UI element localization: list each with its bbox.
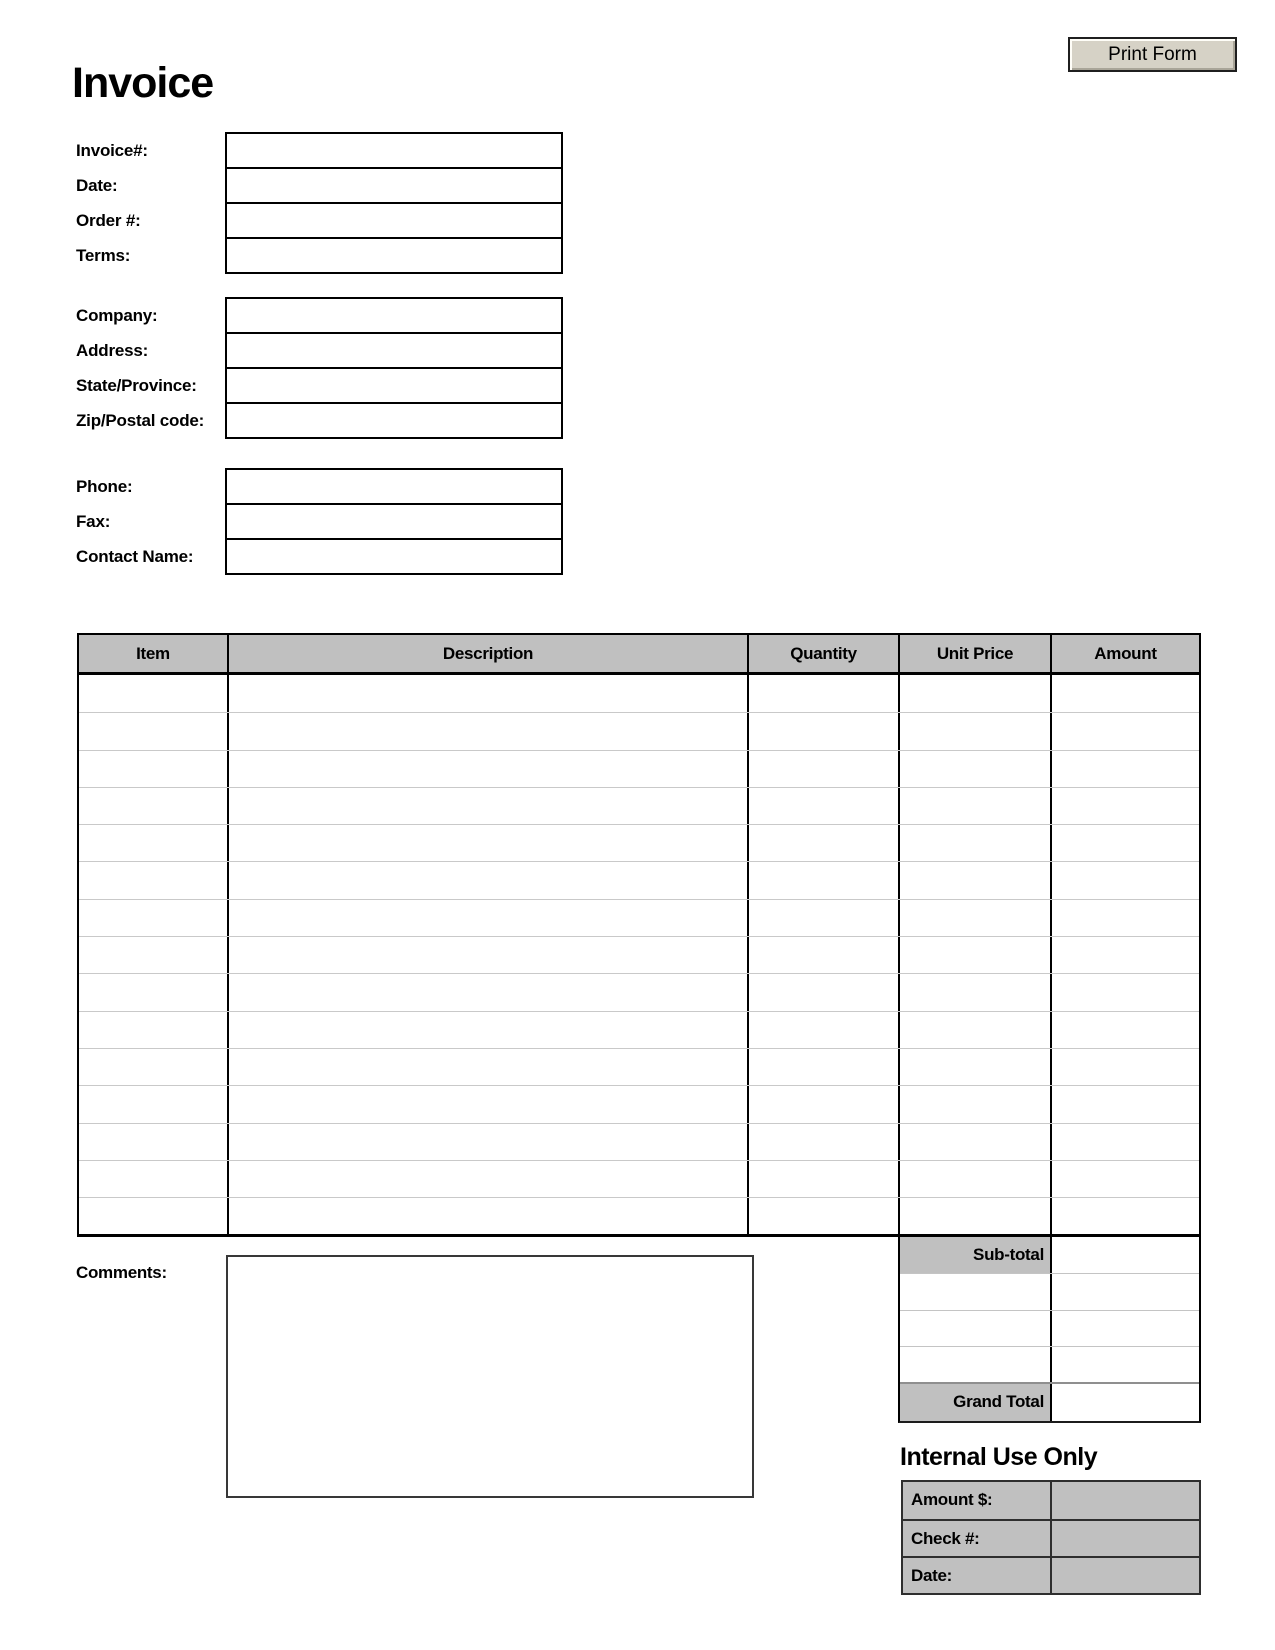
cell-unit-price[interactable] xyxy=(898,974,1050,1010)
field-row-contact-name xyxy=(76,538,563,575)
cell-description[interactable] xyxy=(227,1086,747,1122)
field-row-terms xyxy=(76,237,563,274)
cell-description[interactable] xyxy=(227,1198,747,1234)
cell-item[interactable] xyxy=(79,825,227,861)
cell-description[interactable] xyxy=(227,1012,747,1048)
cell-unit-price[interactable] xyxy=(898,900,1050,936)
field-row-zip-postal-code xyxy=(76,402,563,439)
column-header-amount: Amount xyxy=(1050,635,1199,672)
item-row xyxy=(79,936,1199,973)
comments-input[interactable] xyxy=(226,1255,754,1498)
internal-use-heading: Internal Use Only xyxy=(900,1443,1098,1471)
field-input-fax[interactable] xyxy=(225,503,563,540)
field-input-contact-name[interactable] xyxy=(225,538,563,575)
field-input-invoice[interactable] xyxy=(225,132,563,169)
sub-total-label: Sub-total xyxy=(900,1237,1052,1273)
sub-total-row xyxy=(900,1237,1199,1274)
cell-unit-price[interactable] xyxy=(898,1198,1050,1234)
column-header-description: Description xyxy=(227,635,747,672)
cell-unit-price[interactable] xyxy=(898,1124,1050,1160)
cell-item[interactable] xyxy=(79,1124,227,1160)
internal-use-table xyxy=(901,1480,1201,1595)
totals-empty-row xyxy=(900,1347,1199,1384)
company-info-fields xyxy=(76,297,563,439)
cell-amount[interactable] xyxy=(1050,713,1199,749)
cell-quantity[interactable] xyxy=(747,788,898,824)
cell-item[interactable] xyxy=(79,937,227,973)
totals-empty-row xyxy=(900,1311,1199,1348)
item-row xyxy=(79,787,1199,824)
internal-label-check: Check #: xyxy=(903,1521,1052,1556)
column-header-unit-price: Unit Price xyxy=(898,635,1050,672)
cell-unit-price[interactable] xyxy=(898,825,1050,861)
item-row xyxy=(79,750,1199,787)
items-table-body xyxy=(79,675,1199,1234)
field-row-state-province xyxy=(76,367,563,404)
items-table-header xyxy=(79,635,1199,675)
cell-item[interactable] xyxy=(79,788,227,824)
internal-row-check xyxy=(903,1519,1199,1556)
cell-item[interactable] xyxy=(79,862,227,898)
cell-description[interactable] xyxy=(227,1124,747,1160)
cell-unit-price[interactable] xyxy=(898,1049,1050,1085)
field-label-address: Address: xyxy=(76,341,149,360)
item-row xyxy=(79,712,1199,749)
cell-description[interactable] xyxy=(227,937,747,973)
field-row-company xyxy=(76,297,563,334)
cell-amount[interactable] xyxy=(1050,862,1199,898)
cell-unit-price[interactable] xyxy=(898,937,1050,973)
field-input-order[interactable] xyxy=(225,202,563,239)
cell-description[interactable] xyxy=(227,900,747,936)
comments-label: Comments: xyxy=(76,1263,167,1282)
field-row-date xyxy=(76,167,563,204)
items-table xyxy=(77,633,1201,1237)
field-label-company: Company: xyxy=(76,306,158,325)
cell-description[interactable] xyxy=(227,751,747,787)
field-row-invoice xyxy=(76,132,563,169)
cell-amount[interactable] xyxy=(1050,1049,1199,1085)
cell-unit-price[interactable] xyxy=(898,751,1050,787)
grand-total-value[interactable] xyxy=(1052,1384,1199,1421)
cell-amount[interactable] xyxy=(1050,1198,1199,1234)
cell-quantity[interactable] xyxy=(747,751,898,787)
cell-unit-price[interactable] xyxy=(898,713,1050,749)
field-row-phone xyxy=(76,468,563,505)
totals-section xyxy=(898,1237,1201,1423)
item-row xyxy=(79,1197,1199,1234)
cell-description[interactable] xyxy=(227,825,747,861)
cell-unit-price[interactable] xyxy=(898,788,1050,824)
item-row xyxy=(79,973,1199,1010)
cell-quantity[interactable] xyxy=(747,1012,898,1048)
field-label-phone: Phone: xyxy=(76,477,133,496)
page-title: Invoice xyxy=(72,59,214,107)
item-row xyxy=(79,1048,1199,1085)
item-row xyxy=(79,1085,1199,1122)
cell-amount[interactable] xyxy=(1050,1161,1199,1197)
cell-quantity[interactable] xyxy=(747,675,898,712)
cell-quantity[interactable] xyxy=(747,1124,898,1160)
internal-value-date[interactable] xyxy=(1052,1558,1199,1593)
field-label-state-province: State/Province: xyxy=(76,376,197,395)
cell-unit-price[interactable] xyxy=(898,1161,1050,1197)
totals-empty-value[interactable] xyxy=(1052,1311,1199,1347)
cell-amount[interactable] xyxy=(1050,900,1199,936)
print-form-button[interactable] xyxy=(1068,37,1237,72)
field-input-company[interactable] xyxy=(225,297,563,334)
cell-quantity[interactable] xyxy=(747,900,898,936)
cell-item[interactable] xyxy=(79,1012,227,1048)
field-label-zip-postal-code: Zip/Postal code: xyxy=(76,411,205,430)
cell-description[interactable] xyxy=(227,974,747,1010)
cell-amount[interactable] xyxy=(1050,1086,1199,1122)
grand-total-label: Grand Total xyxy=(900,1384,1052,1421)
cell-amount[interactable] xyxy=(1050,751,1199,787)
cell-item[interactable] xyxy=(79,900,227,936)
field-input-phone[interactable] xyxy=(225,468,563,505)
field-row-fax xyxy=(76,503,563,540)
field-label-fax: Fax: xyxy=(76,512,111,531)
item-row xyxy=(79,899,1199,936)
field-input-terms[interactable] xyxy=(225,237,563,274)
item-row xyxy=(79,1011,1199,1048)
totals-empty-row xyxy=(900,1274,1199,1311)
field-input-zip-postal-code[interactable] xyxy=(225,402,563,439)
cell-amount[interactable] xyxy=(1050,825,1199,861)
cell-description[interactable] xyxy=(227,675,747,712)
grand-total-row xyxy=(900,1384,1199,1421)
invoice-info-fields xyxy=(76,132,563,274)
cell-item[interactable] xyxy=(79,1198,227,1234)
cell-amount[interactable] xyxy=(1050,937,1199,973)
cell-description[interactable] xyxy=(227,862,747,898)
cell-description[interactable] xyxy=(227,1049,747,1085)
internal-value-check[interactable] xyxy=(1052,1521,1199,1556)
cell-amount[interactable] xyxy=(1050,1124,1199,1160)
cell-quantity[interactable] xyxy=(747,862,898,898)
cell-quantity[interactable] xyxy=(747,1049,898,1085)
cell-quantity[interactable] xyxy=(747,1198,898,1234)
internal-label-date: Date: xyxy=(903,1558,1052,1593)
field-label-invoice: Invoice#: xyxy=(76,141,148,160)
internal-label-amount: Amount $: xyxy=(903,1482,1052,1519)
cell-item[interactable] xyxy=(79,675,227,712)
field-label-date: Date: xyxy=(76,176,118,195)
field-label-terms: Terms: xyxy=(76,246,131,265)
item-row xyxy=(79,1160,1199,1197)
item-row xyxy=(79,861,1199,898)
item-row xyxy=(79,675,1199,712)
field-input-address[interactable] xyxy=(225,332,563,369)
cell-item[interactable] xyxy=(79,713,227,749)
field-input-state-province[interactable] xyxy=(225,367,563,404)
item-row xyxy=(79,824,1199,861)
cell-amount[interactable] xyxy=(1050,675,1199,712)
totals-empty-label xyxy=(900,1274,1052,1310)
item-row xyxy=(79,1123,1199,1160)
cell-quantity[interactable] xyxy=(747,825,898,861)
cell-item[interactable] xyxy=(79,751,227,787)
cell-amount[interactable] xyxy=(1050,788,1199,824)
contact-info-fields xyxy=(76,468,563,575)
cell-unit-price[interactable] xyxy=(898,675,1050,712)
cell-quantity[interactable] xyxy=(747,1086,898,1122)
cell-quantity[interactable] xyxy=(747,974,898,1010)
cell-unit-price[interactable] xyxy=(898,862,1050,898)
cell-unit-price[interactable] xyxy=(898,1086,1050,1122)
totals-empty-label xyxy=(900,1347,1052,1382)
cell-item[interactable] xyxy=(79,1049,227,1085)
field-label-contact-name: Contact Name: xyxy=(76,547,194,566)
cell-item[interactable] xyxy=(79,1161,227,1197)
column-header-item: Item xyxy=(136,644,170,663)
column-header-quantity: Quantity xyxy=(747,635,898,672)
field-label-order: Order #: xyxy=(76,211,141,230)
cell-amount[interactable] xyxy=(1050,974,1199,1010)
cell-description[interactable] xyxy=(227,713,747,749)
cell-unit-price[interactable] xyxy=(898,1012,1050,1048)
totals-empty-value[interactable] xyxy=(1052,1274,1199,1310)
sub-total-value[interactable] xyxy=(1052,1237,1199,1273)
cell-quantity[interactable] xyxy=(747,937,898,973)
internal-value-amount[interactable] xyxy=(1052,1482,1199,1519)
cell-item[interactable] xyxy=(79,974,227,1010)
cell-quantity[interactable] xyxy=(747,713,898,749)
internal-row-amount xyxy=(903,1482,1199,1519)
cell-quantity[interactable] xyxy=(747,1161,898,1197)
internal-row-date xyxy=(903,1556,1199,1593)
field-row-address xyxy=(76,332,563,369)
cell-amount[interactable] xyxy=(1050,1012,1199,1048)
cell-item[interactable] xyxy=(79,1086,227,1122)
print-form-button-label: Print Form xyxy=(1108,43,1197,65)
field-row-order xyxy=(76,202,563,239)
totals-empty-value[interactable] xyxy=(1052,1347,1199,1382)
totals-empty-label xyxy=(900,1311,1052,1347)
cell-description[interactable] xyxy=(227,1161,747,1197)
field-input-date[interactable] xyxy=(225,167,563,204)
cell-description[interactable] xyxy=(227,788,747,824)
